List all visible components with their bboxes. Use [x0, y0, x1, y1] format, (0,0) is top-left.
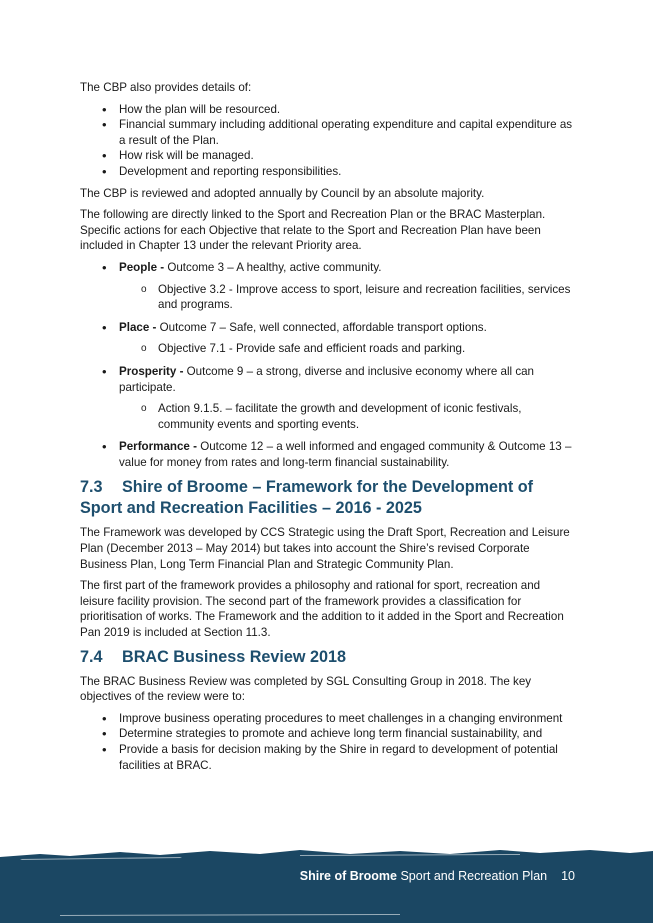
list-item: • How the plan will be resourced. — [80, 102, 575, 118]
objective-item: o Objective 7.1 - Provide safe and efficient roads and parking. — [119, 341, 575, 357]
outcome-label: Performance - — [119, 440, 197, 454]
review-objectives-list — [80, 711, 575, 773]
list-item: • Determine strategies to promote and achieve long term financial sustainability, and — [80, 726, 575, 742]
objective-list — [119, 401, 575, 432]
review-paragraph: The CBP is reviewed and adopted annually by Council by an absolute majority. — [80, 186, 485, 200]
outcome-list — [80, 260, 575, 471]
list-item: • Financial summary including additional operating expenditure and capital expenditure as a result of the Plan. — [80, 117, 575, 148]
section-heading-7-3 — [80, 477, 575, 519]
objective-list — [119, 282, 575, 313]
outcome-text: Outcome 9 – a strong, diverse and inclusive economy where all can participate. — [119, 364, 535, 394]
outcome-people — [80, 260, 575, 313]
outcome-performance — [80, 439, 575, 470]
section-7-3-paragraph-1: The Framework was developed by CCS Strategic using the Draft Sport, Recreation and Leisure Plan (December 2013 – May 2014) but takes into account the Shire’s revised Corporate Business Plan, Long Term Financial Plan and Strategic Community Plan. — [80, 526, 570, 571]
page-footer — [0, 845, 653, 923]
linked-paragraph: The following are directly linked to the Sport and Recreation Plan or the BRAC Masterplan. Specific actions for each Objective that relate to the Sport and Recreation Plan have been included in Chapter 13 under the relevant Priority area. — [80, 208, 546, 253]
section-title: BRAC Business Review 2018 — [122, 647, 347, 666]
outcome-label: People - — [119, 260, 165, 274]
outcome-label: Prosperity - — [119, 364, 184, 378]
page-number: 10 — [561, 869, 575, 883]
section-7-3-paragraph-2: The first part of the framework provides a philosophy and rational for sport, recreation and leisure facility provision. The second part of the framework provides a classification for prioritisation of works. The Framework and the addition to it added in the Sport and Recreation Pan 2019 is included at Section 11.3. — [80, 579, 564, 640]
outcome-prosperity — [80, 364, 575, 432]
section-heading-7-4 — [80, 647, 575, 668]
section-7-4-paragraph: The BRAC Business Review was completed by SGL Consulting Group in 2018. The key objectives of the review were to: — [80, 674, 532, 704]
footer-band — [0, 845, 653, 923]
list-item: • Provide a basis for decision making by the Shire in regard to development of potential facilities at BRAC. — [80, 742, 575, 773]
outcome-text: Outcome 3 – A healthy, active community. — [164, 260, 382, 274]
intro-bullet-list — [80, 102, 575, 180]
footer-label — [300, 869, 575, 883]
objective-item: o Objective 3.2 - Improve access to sport, leisure and recreation facilities, services and programs. — [119, 282, 575, 313]
section-title: Shire of Broome – Framework for the Development of Sport and Recreation Facilities – 2016 - 2025 — [80, 478, 534, 518]
outcome-text: Outcome 7 – Safe, well connected, affordable transport options. — [156, 320, 487, 334]
section-number: 7.3 — [80, 478, 103, 497]
intro-paragraph: The CBP also provides details of: — [80, 81, 252, 94]
list-item: • Improve business operating procedures to meet challenges in a changing environment — [80, 711, 575, 727]
list-item: • How risk will be managed. — [80, 148, 575, 164]
footer-org: Shire of Broome — [299, 869, 397, 883]
objective-item: o Action 9.1.5. – facilitate the growth and development of iconic festivals, community events and sporting events. — [119, 401, 575, 432]
list-item: • Development and reporting responsibilities. — [80, 164, 575, 180]
outcome-text: Outcome 12 – a well informed and engaged community & Outcome 13 – value for money from rates and long-term financial sustainability. — [119, 440, 572, 469]
outcome-label: Place - — [119, 320, 157, 334]
objective-list — [119, 341, 575, 357]
section-number: 7.4 — [80, 647, 103, 666]
page-content — [80, 80, 575, 779]
footer-doc-title: Sport and Recreation Plan — [397, 869, 548, 883]
outcome-place — [80, 320, 575, 357]
